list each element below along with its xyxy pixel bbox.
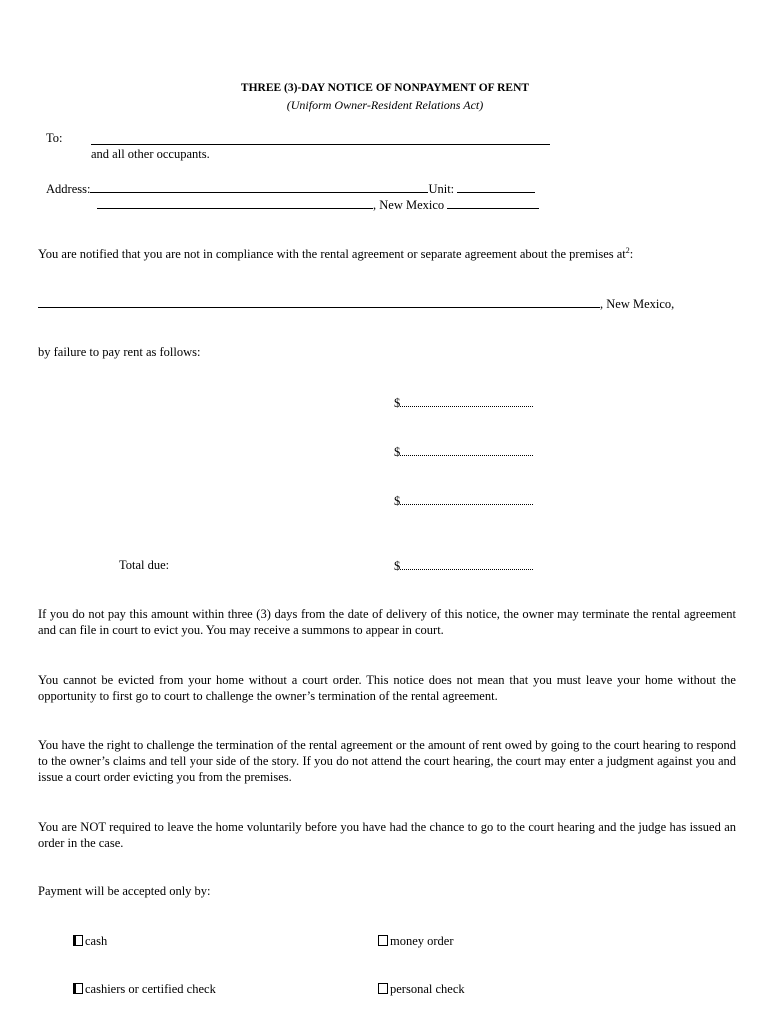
money-order-checkbox[interactable] bbox=[378, 935, 388, 946]
paragraph-right-to-challenge: You have the right to challenge the termination of the rental agreement or the amount of rent owed by going to the court hearing to respond to the owner’s claims and tell your side of the story. If you do not attend the court hearing, the court may enter a judgment against you and issue a court order evicting you from the premises. bbox=[38, 738, 736, 784]
city-field[interactable] bbox=[97, 197, 373, 209]
notice-sentence: You are notified that you are not in compliance with the rental agreement or separate agreement about the premises at bbox=[38, 247, 626, 262]
payment-label: Payment will be accepted only by: bbox=[38, 884, 211, 898]
notice-text bbox=[38, 247, 633, 261]
amount-line-2 bbox=[394, 445, 533, 459]
cashiers-check-label: cashiers or certified check bbox=[85, 982, 216, 996]
cashiers-check-checkbox[interactable] bbox=[73, 983, 83, 994]
occupants-text: and all other occupants. bbox=[91, 147, 210, 161]
amount-line-3 bbox=[394, 494, 533, 508]
payment-option-cashiers-check bbox=[73, 983, 216, 996]
dollar-sign: $ bbox=[394, 494, 401, 508]
payment-option-cash bbox=[73, 935, 107, 948]
notice-colon: : bbox=[629, 247, 634, 262]
document-subtitle: (Uniform Owner-Resident Relations Act) bbox=[286, 98, 484, 112]
payment-option-money-order bbox=[378, 935, 454, 948]
total-due-field[interactable] bbox=[400, 559, 533, 570]
amount-line-1 bbox=[394, 396, 533, 410]
state-label: , New Mexico bbox=[373, 198, 445, 212]
premises-field[interactable] bbox=[38, 296, 600, 308]
address-field[interactable] bbox=[90, 181, 428, 193]
money-order-label: money order bbox=[390, 934, 454, 948]
dollar-sign: $ bbox=[394, 445, 401, 459]
address-line-2 bbox=[97, 197, 539, 212]
zip-field[interactable] bbox=[447, 197, 539, 209]
dollar-sign: $ bbox=[394, 396, 401, 410]
failure-text: by failure to pay rent as follows: bbox=[38, 345, 201, 359]
address-label: Address: bbox=[46, 182, 91, 196]
footnote-marker: 2 bbox=[625, 246, 630, 255]
premises-line bbox=[38, 296, 674, 311]
premises-state: , New Mexico, bbox=[600, 297, 675, 311]
personal-check-checkbox[interactable] bbox=[378, 983, 388, 994]
paragraph-not-required: You are NOT required to leave the home voluntarily before you have had the chance to go to the court hearing and the judge has issued an order in the case. bbox=[38, 820, 736, 850]
amount-field-2[interactable] bbox=[400, 445, 533, 456]
paragraph-court: If you do not pay this amount within three (3) days from the date of delivery of this notice, the owner may terminate the rental agreement and can file in court to evict you. You may receive a summons to appear in court. bbox=[38, 607, 736, 637]
address-line-1 bbox=[46, 181, 535, 196]
total-due-line bbox=[394, 559, 533, 573]
to-name-field[interactable] bbox=[91, 133, 550, 145]
paragraph-court-order: You cannot be evicted from your home without a court order. This notice does not mean that you must leave your home without the opportunity to first go to court to challenge the owner’s termination of the rental agreement. bbox=[38, 673, 736, 703]
unit-field[interactable] bbox=[457, 181, 535, 193]
payment-option-personal-check bbox=[378, 983, 465, 996]
amount-field-3[interactable] bbox=[400, 494, 533, 505]
to-label: To: bbox=[46, 131, 63, 145]
document-title: THREE (3)-DAY NOTICE OF NONPAYMENT OF RENT bbox=[240, 82, 530, 94]
total-due-label: Total due: bbox=[119, 558, 170, 572]
dollar-sign: $ bbox=[394, 559, 401, 573]
cash-checkbox[interactable] bbox=[73, 935, 83, 946]
unit-label: Unit: bbox=[428, 182, 455, 196]
cash-label: cash bbox=[85, 934, 108, 948]
personal-check-label: personal check bbox=[390, 982, 465, 996]
amount-field-1[interactable] bbox=[400, 396, 533, 407]
